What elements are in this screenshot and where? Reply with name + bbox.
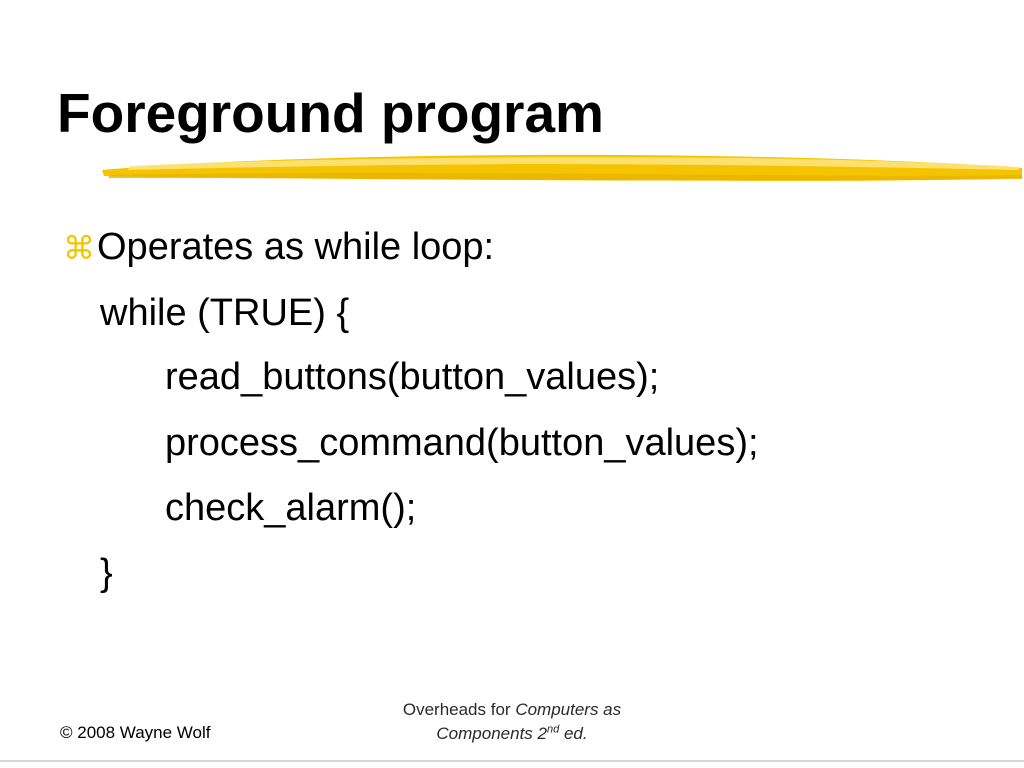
footer-book-credit bbox=[352, 698, 672, 746]
code-line: check_alarm(); bbox=[165, 487, 417, 529]
code-line: } bbox=[100, 552, 113, 594]
command-key-icon: ⌘ bbox=[63, 229, 95, 267]
code-line: while (TRUE) { bbox=[100, 292, 350, 334]
slide-title: Foreground program bbox=[57, 82, 604, 144]
bullet-text: Operates as while loop: bbox=[97, 226, 495, 268]
code-line: read_buttons(button_values); bbox=[165, 356, 660, 398]
title-underline-brushstroke bbox=[100, 148, 1024, 188]
footer-prefix: Overheads for bbox=[402, 700, 516, 719]
footer-book-title-1: Computers as bbox=[515, 700, 622, 719]
footer-book-title-2: Components 2nd ed. bbox=[436, 723, 588, 743]
footer-copyright: © 2008 Wayne Wolf bbox=[60, 723, 211, 742]
bullet-item bbox=[63, 224, 494, 271]
bottom-divider bbox=[0, 760, 1024, 762]
code-line: process_command(button_values); bbox=[165, 422, 759, 464]
